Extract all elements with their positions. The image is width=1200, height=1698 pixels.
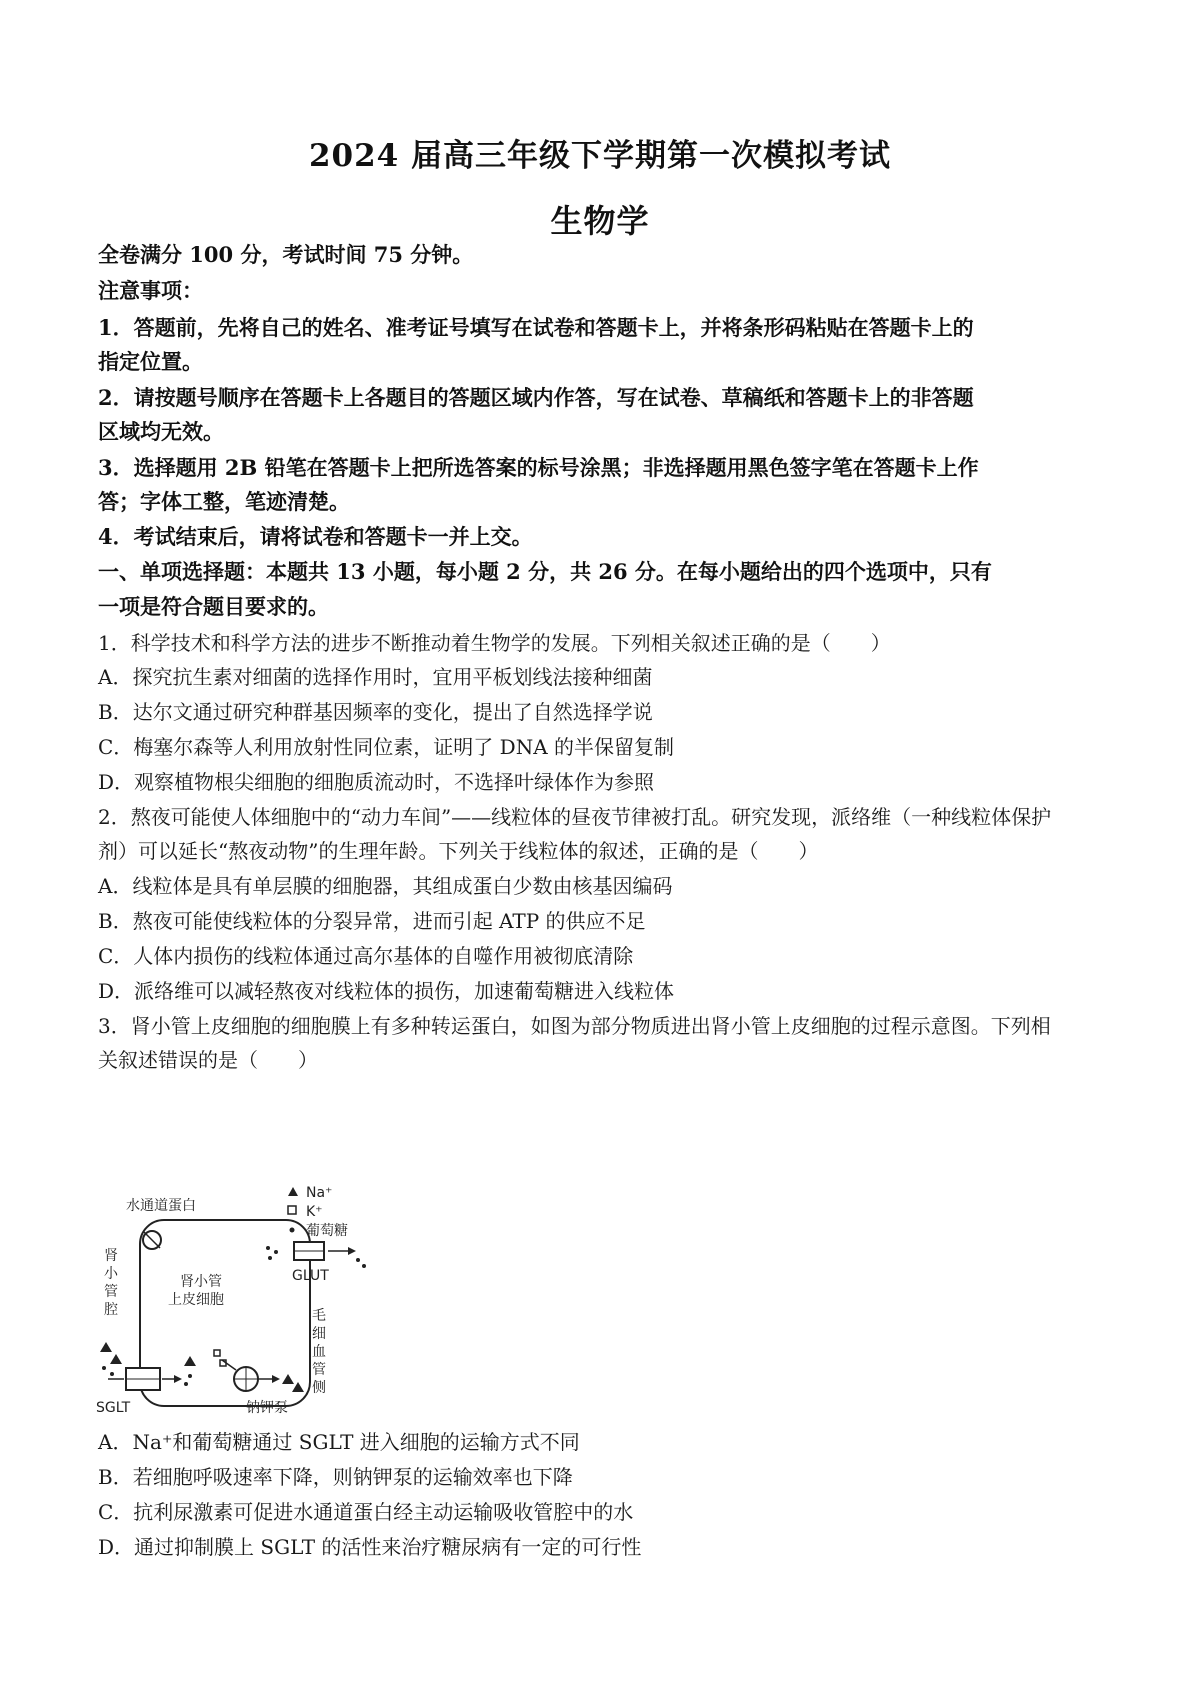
score-time: 全卷满分 100 分，考试时间 75 分钟。: [98, 242, 474, 267]
q2-option-a: A．线粒体是具有单层膜的细胞器，其组成蛋白少数由核基因编码: [98, 874, 673, 898]
q1-option-a: A．探究抗生素对细菌的选择作用时，宜用平板划线法接种细菌: [98, 665, 653, 689]
note-2-line-2: 区域均无效。: [98, 419, 224, 444]
q1-option-d: D．观察植物根尖细胞的细胞质流动时，不选择叶绿体作为参照: [98, 770, 655, 794]
lumen-label-4: 腔: [104, 1302, 118, 1318]
legend-glucose: 葡萄糖: [306, 1223, 348, 1239]
cell-label-1: 肾小管: [180, 1274, 222, 1290]
q1-stem: 1．科学技术和科学方法的进步不断推动着生物学的发展。下列相关叙述正确的是（ ）: [98, 631, 891, 655]
pump-label: 钠钾泵: [246, 1400, 288, 1416]
capillary-label-3: 血: [312, 1344, 326, 1360]
q3-option-d: D．通过抑制膜上 SGLT 的活性来治疗糖尿病有一定的可行性: [98, 1535, 642, 1559]
capillary-label-1: 毛: [312, 1308, 326, 1324]
exam-title: 2024 届高三年级下学期第一次模拟考试: [308, 138, 892, 174]
lumen-label-2: 小: [104, 1266, 118, 1282]
cell-label-2: 上皮细胞: [168, 1292, 224, 1308]
legend-k-symbol: [288, 1206, 296, 1214]
notice-heading: 注意事项：: [98, 278, 203, 303]
section-heading-line-2: 一项是符合题目要求的。: [98, 594, 329, 619]
section-heading-line-1: 一、单项选择题：本题共 13 小题，每小题 2 分，共 26 分。在每小题给出的四个选项中，只有: [98, 559, 992, 584]
legend-na: Na⁺: [306, 1185, 333, 1201]
q3-option-a: A．Na⁺和葡萄糖通过 SGLT 进入细胞的运输方式不同: [98, 1430, 580, 1454]
lumen-label-1: 肾: [104, 1248, 118, 1264]
legend-k: K⁺: [306, 1204, 323, 1220]
note-1-line-2: 指定位置。: [98, 349, 203, 374]
note-1-line-1: 1．答题前，先将自己的姓名、准考证号填写在试卷和答题卡上，并将条形码粘贴在答题卡上的: [98, 315, 974, 340]
note-4: 4．考试结束后，请将试卷和答题卡一并上交。: [98, 524, 533, 549]
subject-title: 生物学: [550, 202, 650, 240]
capillary-label-5: 侧: [312, 1380, 326, 1396]
note-3-line-2: 答；字体工整，笔迹清楚。: [98, 489, 350, 514]
q3-option-c: C．抗利尿激素可促进水通道蛋白经主动运输吸收管腔中的水: [98, 1500, 634, 1524]
q3-stem-line-2: 关叙述错误的是（ ）: [98, 1048, 318, 1072]
q2-stem-line-2: 剂）可以延长“熬夜动物”的生理年龄。下列关于线粒体的叙述，正确的是（ ）: [98, 839, 819, 863]
kidney-cell-diagram: [96, 1180, 396, 1420]
q3-stem-line-1: 3．肾小管上皮细胞的细胞膜上有多种转运蛋白，如图为部分物质进出肾小管上皮细胞的过程示意图。下列相: [98, 1014, 1051, 1038]
sglt-label: SGLT: [96, 1400, 131, 1416]
note-3-line-1: 3．选择题用 2B 铅笔在答题卡上把所选答案的标号涂黑；非选择题用黑色签字笔在答题卡上作: [98, 455, 979, 480]
legend-glucose-symbol: [290, 1228, 295, 1233]
q3-option-b: B．若细胞呼吸速率下降，则钠钾泵的运输效率也下降: [98, 1465, 573, 1489]
q2-option-d: D．派络维可以减轻熬夜对线粒体的损伤，加速葡萄糖进入线粒体: [98, 979, 675, 1003]
capillary-label-2: 细: [312, 1326, 326, 1342]
lumen-label-3: 管: [104, 1284, 118, 1300]
q2-option-c: C．人体内损伤的线粒体通过高尔基体的自噬作用被彻底清除: [98, 944, 634, 968]
q2-option-b: B．熬夜可能使线粒体的分裂异常，进而引起 ATP 的供应不足: [98, 909, 646, 933]
q2-stem-line-1: 2．熬夜可能使人体细胞中的“动力车间”——线粒体的昼夜节律被打乱。研究发现，派络维（一种线粒体保护: [98, 805, 1052, 829]
legend-na-symbol: [288, 1187, 298, 1196]
note-2-line-1: 2．请按题号顺序在答题卡上各题目的答题区域内作答，写在试卷、草稿纸和答题卡上的非答题: [98, 385, 974, 410]
water-channel-label: 水通道蛋白: [126, 1198, 196, 1214]
glut-label: GLUT: [292, 1268, 329, 1284]
capillary-label-4: 管: [312, 1362, 326, 1378]
cell-outline: [140, 1220, 310, 1406]
q1-option-b: B．达尔文通过研究种群基因频率的变化，提出了自然选择学说: [98, 700, 653, 724]
q1-option-c: C．梅塞尔森等人利用放射性同位素，证明了 DNA 的半保留复制: [98, 735, 674, 759]
